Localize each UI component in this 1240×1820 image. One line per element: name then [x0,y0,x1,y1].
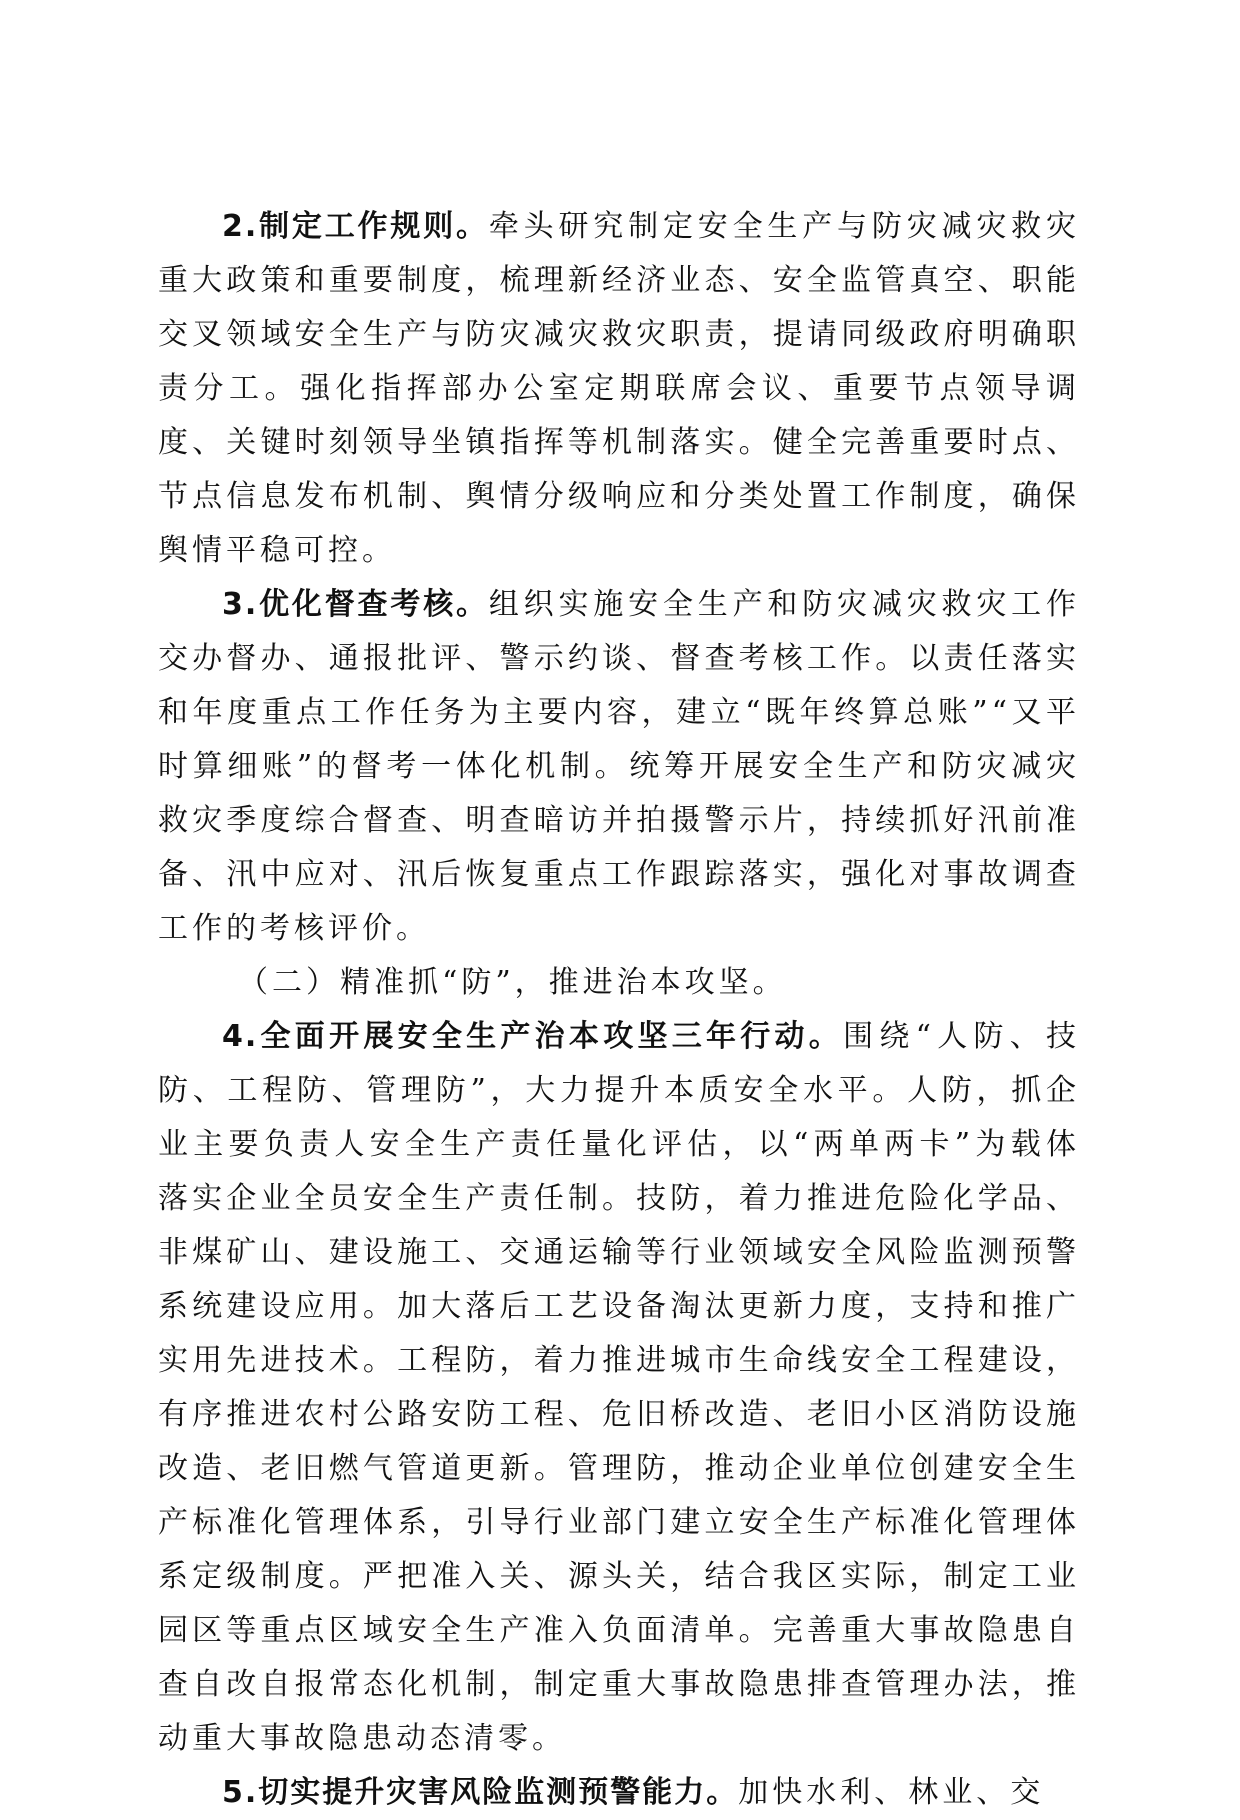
paragraph-text: 牵头研究制定安全生产与防灾减灾救灾重大政策和重要制度，梳理新经济业态、安全监管真空、职能交叉领域安全生产与防灾减灾救灾职责，提请同级政府明确职责分工。强化指挥部办公室定期联席会议、重要节点领导调度、关键时刻领导坐镇指挥等机制落实。健全完善重要时点、节点信息发布机制、舆情分级响应和分类处置工作制度，确保舆情平稳可控。 [158,209,1080,568]
document-body [158,200,1080,1820]
paragraph-supervision-assessment [158,578,1080,956]
paragraph-text: 加快水利、林业、交 [738,1775,1045,1810]
paragraph-heading: 2.制定工作规则。 [222,209,489,244]
paragraph-heading: 4.全面开展安全生产治本攻坚三年行动。 [222,1019,844,1054]
section-subheading: （二）精准抓“防”，推进治本攻坚。 [238,965,787,1000]
paragraph-three-year-action [158,1010,1080,1766]
paragraph-text: 组织实施安全生产和防灾减灾救灾工作交办督办、通报批评、警示约谈、督查考核工作。以责任落实和年度重点工作任务为主要内容，建立“既年终算总账”“又平时算细账”的督考一体化机制。统筹开展安全生产和防灾减灾救灾季度综合督查、明查暗访并拍摄警示片，持续抓好汛前准备、汛中应对、汛后恢复重点工作跟踪落实，强化对事故调查工作的考核评价。 [158,587,1080,946]
paragraph-heading: 5.切实提升灾害风险监测预警能力。 [222,1775,739,1810]
paragraph-work-rules [158,200,1080,578]
paragraph-heading: 3.优化督查考核。 [222,587,489,622]
paragraph-text: 围绕“人防、技防、工程防、管理防”，大力提升本质安全水平。人防，抓企业主要负责人安全生产责任量化评估，以“两单两卡”为载体落实企业全员安全生产责任制。技防，着力推进危险化学品、非煤矿山、建设施工、交通运输等行业领域安全风险监测预警系统建设应用。加大落后工艺设备淘汰更新力度，支持和推广实用先进技术。工程防，着力推进城市生命线安全工程建设，有序推进农村公路安防工程、危旧桥改造、老旧小区消防设施改造、老旧燃气管道更新。管理防，推动企业单位创建安全生产标准化管理体系，引导行业部门建立安全生产标准化管理体系定级制度。严把准入关、源头关，结合我区实际，制定工业园区等重点区域安全生产准入负面清单。完善重大事故隐患自查自改自报常态化机制，制定重大事故隐患排查管理办法，推动重大事故隐患动态清零。 [158,1019,1080,1756]
paragraph-monitoring-warning [158,1766,1080,1820]
